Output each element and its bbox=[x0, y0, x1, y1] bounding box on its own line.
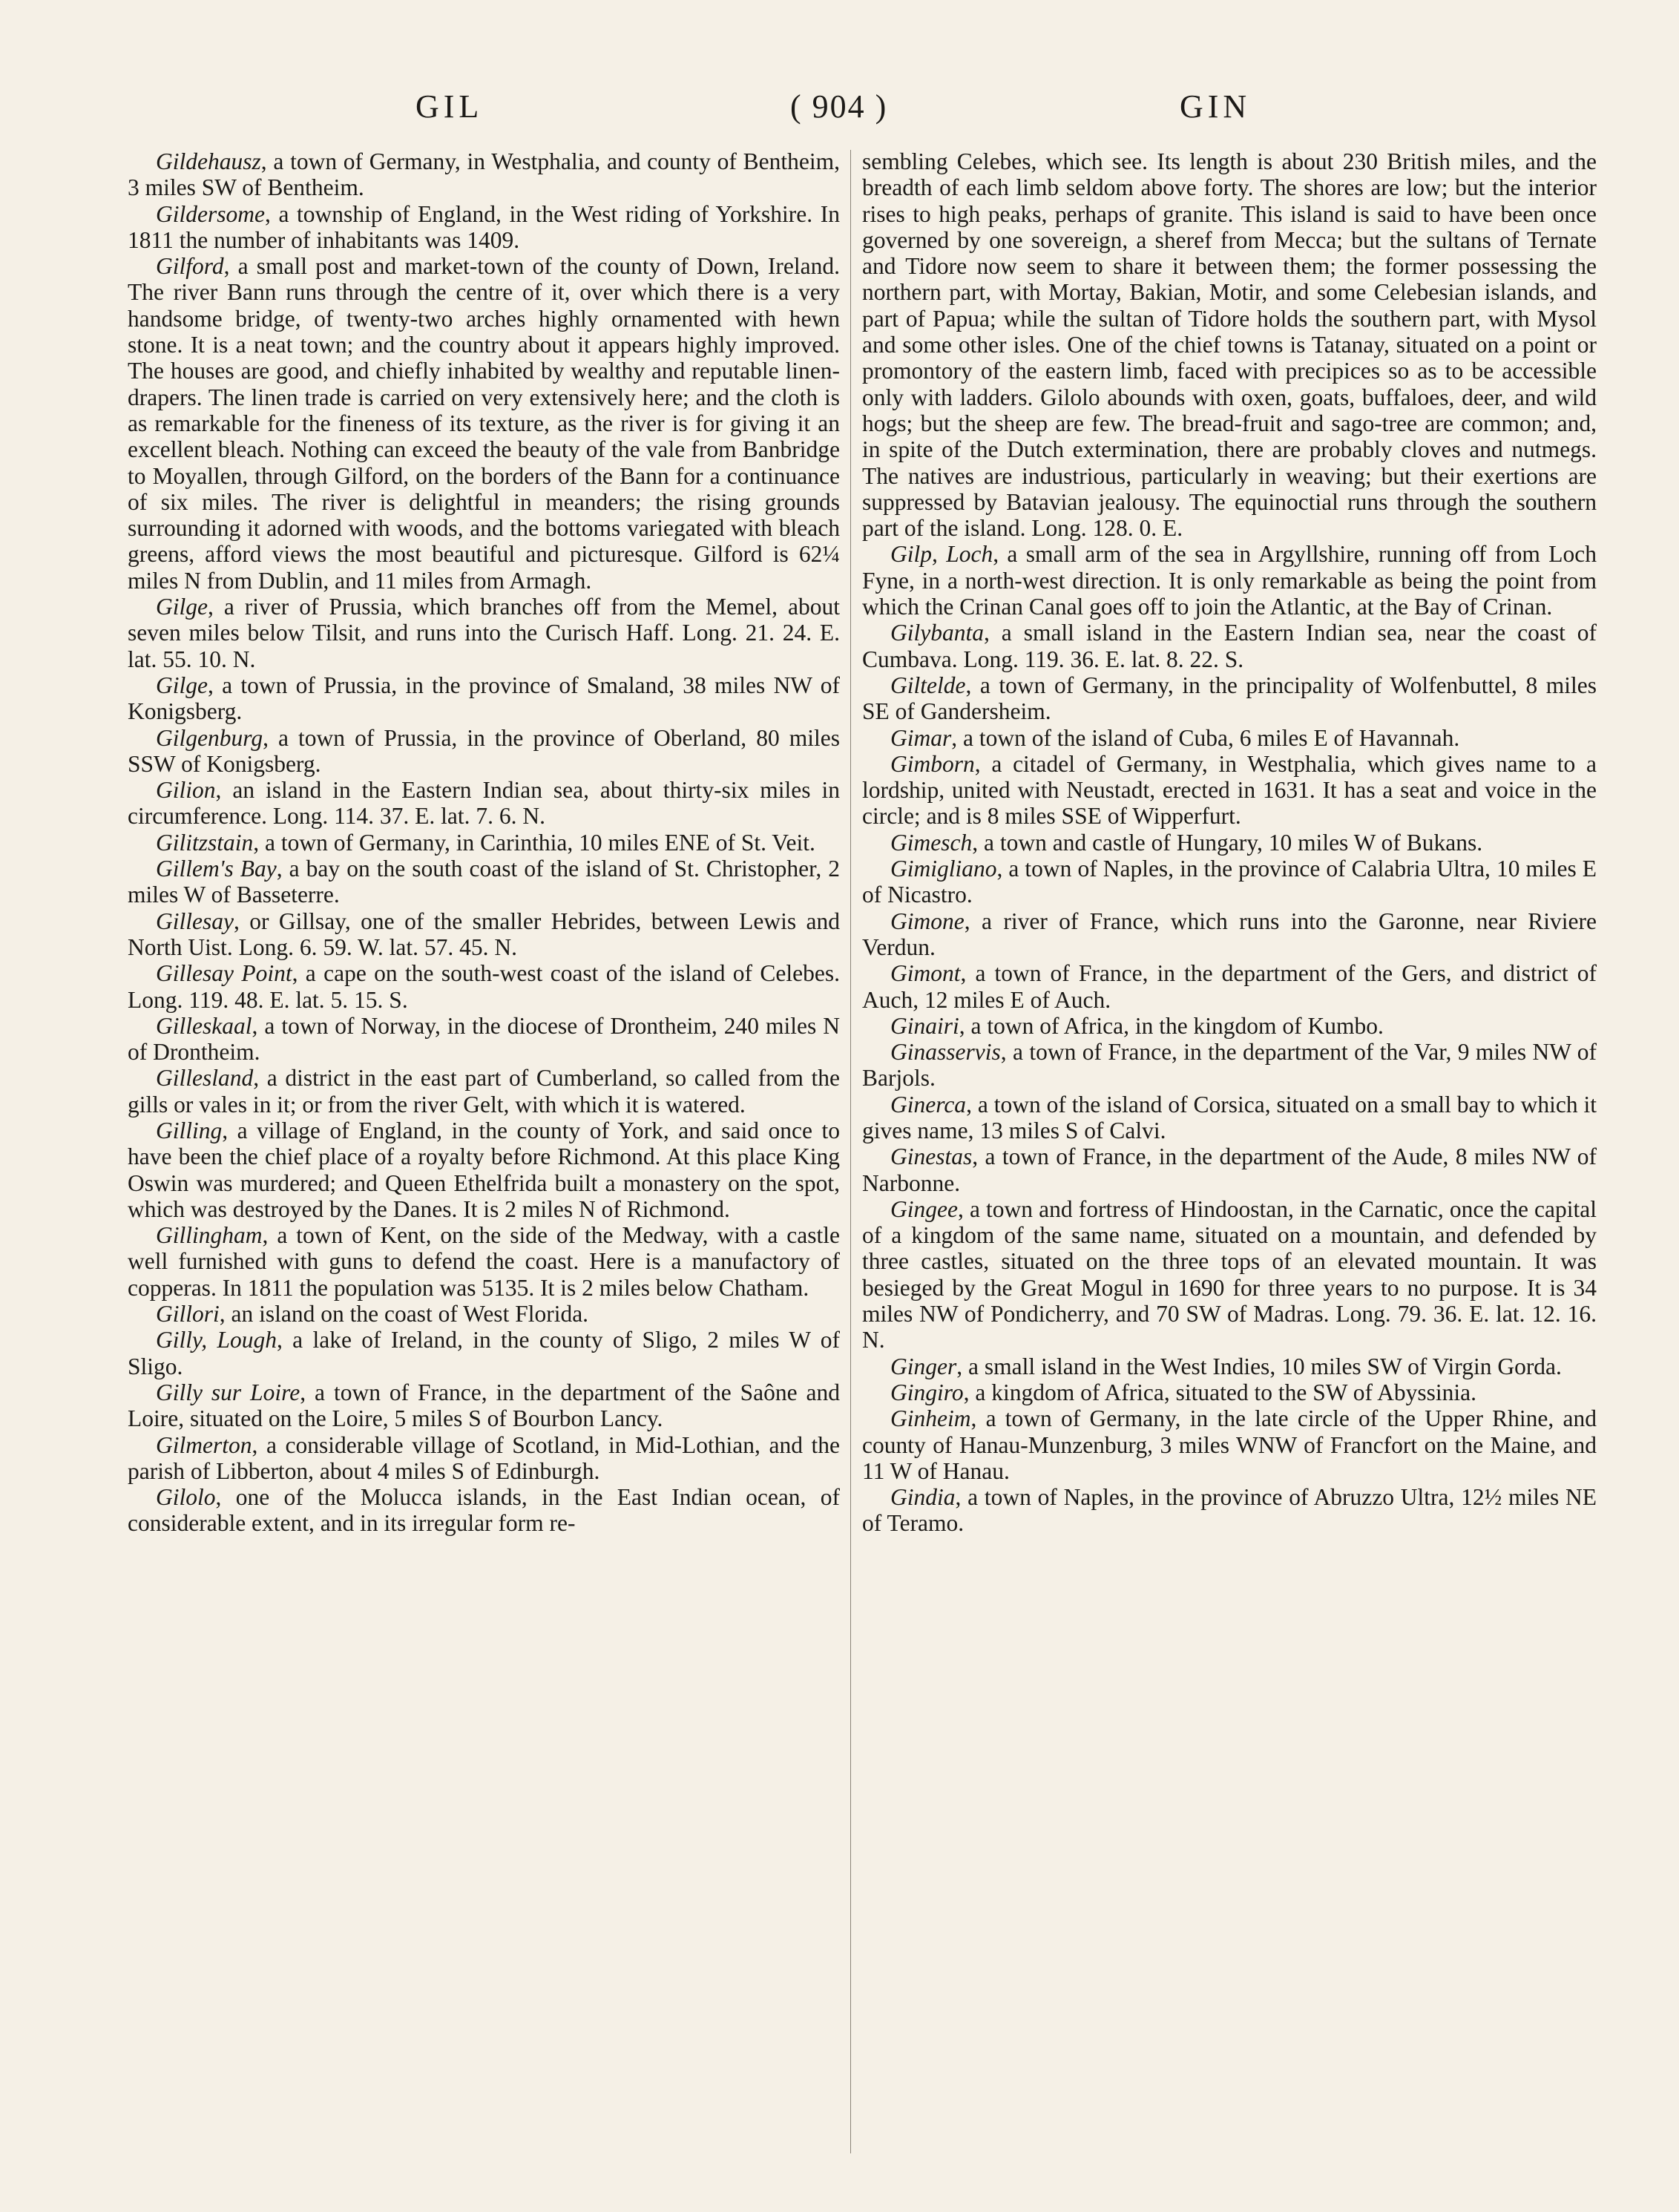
entry-term: Ginerca bbox=[890, 1091, 967, 1118]
entry-term: Gilly, Lough bbox=[156, 1327, 277, 1353]
entry-definition: , a town of France, in the department of the Aude, 8 miles NW of Narbonne. bbox=[862, 1143, 1597, 1196]
entry-definition: , a town of France, in the department of the Saône and Loire, situated on the Loire, 5 miles S of Bourbon Lancy. bbox=[128, 1379, 840, 1432]
entry-term: Gimone bbox=[890, 908, 965, 934]
entry-term: Gilgenburg bbox=[156, 724, 263, 751]
dictionary-entry bbox=[862, 1405, 1597, 1484]
entry-term: Gingiro bbox=[890, 1379, 964, 1405]
entry-definition: , a town of the island of Cuba, 6 miles E of Havannah. bbox=[951, 724, 1460, 751]
entry-definition: , a town and castle of Hungary, 10 miles W of Bukans. bbox=[972, 829, 1483, 856]
entry-term: Gillesay Point bbox=[156, 960, 292, 987]
entry-term: Gilp, Loch bbox=[890, 541, 993, 568]
entry-definition: , a river of France, which runs into the Garonne, near Riviere Verdun. bbox=[862, 908, 1597, 960]
left-column bbox=[128, 148, 840, 2196]
right-column bbox=[862, 148, 1597, 2196]
entry-definition: , a kingdom of Africa, situated to the SW of Abyssinia. bbox=[963, 1379, 1477, 1405]
dictionary-entry bbox=[128, 672, 840, 725]
entry-term: Gingee bbox=[890, 1195, 958, 1222]
entry-term: Gillesland bbox=[156, 1065, 254, 1092]
entry-definition: , a town of Naples, in the province of Calabria Ultra, 10 miles E of Nicastro. bbox=[862, 856, 1597, 908]
dictionary-entry bbox=[128, 908, 840, 961]
entry-definition: , a cape on the south-west coast of the island of Celebes. Long. 119. 48. E. lat. 5. 15. S. bbox=[128, 960, 840, 1013]
dictionary-entry bbox=[862, 1379, 1597, 1405]
entry-term: Gildehausz bbox=[156, 148, 261, 174]
entry-definition: , an island on the coast of West Florida. bbox=[219, 1301, 589, 1327]
column-divider bbox=[850, 150, 851, 2153]
entry-term: Gilion bbox=[156, 777, 216, 804]
entry-definition: , a town of Kent, on the side of the Medway, with a castle well furnished with guns to defend the coast. Here is a manufactory of copperas. In 1811 the population was 5135. It is 2 miles below Chatham. bbox=[128, 1222, 840, 1301]
dictionary-entry bbox=[862, 830, 1597, 856]
entry-definition: , a town and fortress of Hindoostan, in the Carnatic, once the capital of a kingdom of the same name, situated on a mountain, and defended by three castles, situated on the three tops of an elevated mountain. It was besieged by the Great Mogul in 1690 for three years to no purpose. It is 34 miles NW of Pondicherry, and 70 SW of Madras. Long. 79. 36. E. lat. 12. 16. N. bbox=[862, 1195, 1597, 1353]
entry-definition: , a lake of Ireland, in the county of Sligo, 2 miles W of Sligo. bbox=[128, 1327, 840, 1379]
entry-term: Gillingham bbox=[156, 1222, 263, 1249]
entry-term: Gildersome bbox=[156, 200, 265, 227]
entry-term: Gilitzstain bbox=[156, 829, 254, 856]
entry-term: Ginasservis bbox=[890, 1039, 1001, 1066]
dictionary-entry bbox=[128, 1222, 840, 1301]
page-number: ( 904 ) bbox=[790, 88, 888, 125]
entry-definition: , a small island in the Eastern Indian sea, near the coast of Cumbava. Long. 119. 36. E. lat. 8. 22. S. bbox=[862, 620, 1597, 672]
dictionary-entry bbox=[862, 856, 1597, 908]
entry-definition: , a town of Germany, in the principality of Wolfenbuttel, 8 miles SE of Gandersheim. bbox=[862, 672, 1597, 725]
dictionary-entry bbox=[128, 1118, 840, 1222]
dictionary-entry bbox=[862, 1143, 1597, 1196]
entry-term: Ginairi bbox=[890, 1012, 959, 1039]
dictionary-entry bbox=[128, 253, 840, 594]
dictionary-entry bbox=[128, 1484, 840, 1537]
dictionary-entry bbox=[862, 672, 1597, 725]
dictionary-entry bbox=[862, 541, 1597, 620]
dictionary-entry bbox=[862, 1353, 1597, 1379]
dictionary-entry bbox=[862, 725, 1597, 751]
entry-definition: , a considerable village of Scotland, in Mid-Lothian, and the parish of Libberton, about 4 miles S of Edinburgh. bbox=[128, 1431, 840, 1484]
header-left-guideword: GIL bbox=[415, 88, 484, 125]
dictionary-entry bbox=[862, 1196, 1597, 1353]
entry-definition: , a river of Prussia, which branches off from the Memel, about seven miles below Tilsit, and runs into the Curisch Haff. Long. 21. 24. E. lat. 55. 10. N. bbox=[128, 594, 840, 672]
entry-term: Gillem's Bay bbox=[156, 856, 277, 882]
entry-definition: , a town of Prussia, in the province of Oberland, 80 miles SSW of Konigsberg. bbox=[128, 724, 840, 777]
entry-definition: , an island in the Eastern Indian sea, about thirty-six miles in circumference. Long. 114. 37. E. lat. 7. 6. N. bbox=[128, 777, 840, 830]
entry-definition: , a town of the island of Corsica, situated on a small bay to which it gives name, 13 miles S of Calvi. bbox=[862, 1091, 1597, 1143]
entry-term: Gilolo bbox=[156, 1484, 216, 1511]
entry-definition: , a village of England, in the county of York, and said once to have been the chief place of a royalty before Richmond. At this place King Oswin was murdered; and Queen Ethelfrida built a monastery on the spot, which was destroyed by the Danes. It is 2 miles N of Richmond. bbox=[128, 1117, 840, 1222]
dictionary-entry bbox=[128, 1327, 840, 1379]
entry-term: Gillesay bbox=[156, 908, 234, 934]
entry-term: Ginestas bbox=[890, 1143, 973, 1170]
dictionary-entry bbox=[862, 1092, 1597, 1144]
dictionary-entry bbox=[862, 1039, 1597, 1092]
dictionary-entry bbox=[128, 830, 840, 856]
dictionary-entry bbox=[862, 1013, 1597, 1039]
entry-definition: , a town of Germany, in the late circle of the Upper Rhine, and county of Hanau-Munzenburg, 3 miles WNW of Francfort on the Maine, and 11 W of Hanau. bbox=[862, 1405, 1597, 1484]
entry-term: Gilybanta bbox=[890, 620, 984, 646]
entry-definition: , a town of Naples, in the province of Abruzzo Ultra, 12½ miles NE of Teramo. bbox=[862, 1484, 1597, 1537]
dictionary-entry bbox=[128, 1432, 840, 1485]
entry-term: Gimar bbox=[890, 724, 952, 751]
entry-definition: , a town of Norway, in the diocese of Drontheim, 240 miles N of Drontheim. bbox=[128, 1012, 840, 1066]
entry-definition: , a citadel of Germany, in Westphalia, which gives name to a lordship, united with Neustadt, erected in 1631. It has a seat and voice in the circle; and is 8 miles SSE of Wipperfurt. bbox=[862, 750, 1597, 830]
dictionary-entry bbox=[862, 908, 1597, 961]
dictionary-entry bbox=[128, 725, 840, 778]
entry-definition: , a small post and market-town of the county of Down, Ireland. The river Bann runs through the centre of it, over which there is a very handsome bridge, of twenty-two arches highly ornamented with hewn stone. It is a neat town; and the country about it appears highly improved. The houses are good, and chiefly inhabited by wealthy and reputable linen-drapers. The linen trade is carried on very extensively here; and the cloth is as remarkable for the fineness of its texture, as the river is for giving it an excellent bleach. Nothing can exceed the beauty of the vale from Banbridge to Moyallen, through Gilford, on the borders of the Bann for a continuance of six miles. The river is delightful in meanders; the rising grounds surrounding it adorned with woods, and the bottoms variegated with bleach greens, afford views the most beautiful and picturesque. Gilford is 62¼ miles N from Dublin, and 11 miles from Armagh. bbox=[128, 253, 840, 594]
dictionary-entry bbox=[128, 1301, 840, 1327]
entry-definition: , one of the Molucca islands, in the East Indian ocean, of considerable extent, and in its irregular form re- bbox=[128, 1484, 840, 1537]
dictionary-entry bbox=[862, 960, 1597, 1013]
entry-term: Ginheim bbox=[890, 1405, 971, 1432]
dictionary-entry bbox=[128, 201, 840, 254]
entry-term: Gilling bbox=[156, 1117, 223, 1143]
dictionary-entry bbox=[128, 960, 840, 1013]
entry-definition: , a town of France, in the department of the Var, 9 miles NW of Barjols. bbox=[862, 1039, 1597, 1092]
page-header bbox=[134, 88, 1558, 132]
dictionary-entry bbox=[128, 148, 840, 201]
entry-definition: , a township of England, in the West riding of Yorkshire. In 1811 the number of inhabitants was 1409. bbox=[128, 200, 840, 253]
dictionary-entry bbox=[128, 594, 840, 672]
dictionary-entry bbox=[862, 751, 1597, 830]
entry-definition: , a bay on the south coast of the island of St. Christopher, 2 miles W of Basseterre. bbox=[128, 856, 840, 908]
dictionary-entry bbox=[862, 620, 1597, 672]
continued-entry-text: sembling Celebes, which see. Its length is about 230 British miles, and the breadth of each limb seldom above forty. The shores are low; but the interior rises to high peaks, perhaps of granite. This island is said to have been once governed by one sovereign, a sheref from Mecca; but the sultans of Ternate and Tidore now seem to share it between them; the former possessing the northern part, with Mortay, Bakian, Motir, and some Celebesian islands, and part of Papua; while the sultan of Tidore holds the southern part, with Mysol and some other isles. One of the chief towns is Tatanay, situated on a point or promontory of the eastern limb, faced with precipices so as to be accessible only with ladders. Gilolo abounds with oxen, goats, buffaloes, deer, and wild hogs; but the sheep are few. The bread-fruit and sago-tree are common; and, in spite of the Dutch extermination, there are probably cloves and nutmegs. The natives are industrious, particularly in weaving; but their exertions are suppressed by Batavian jealousy. The equinoctial runs through the southern part of the island. Long. 128. 0. E. bbox=[862, 148, 1597, 542]
entry-term: Gilford bbox=[156, 253, 224, 280]
entry-definition: , a district in the east part of Cumberland, so called from the gills or vales in it; or from the river Gelt, with which it is watered. bbox=[128, 1065, 840, 1118]
header-right-guideword: GIN bbox=[1180, 88, 1252, 125]
entry-term: Gimigliano bbox=[890, 856, 997, 882]
entry-term: Gilleskaal bbox=[156, 1012, 252, 1039]
entry-term: Gimesch bbox=[890, 829, 973, 856]
entry-definition: , a town of Germany, in Westphalia, and county of Bentheim, 3 miles SW of Bentheim. bbox=[128, 148, 840, 201]
dictionary-entry bbox=[862, 1484, 1597, 1537]
entry-term: Gilge bbox=[156, 672, 208, 698]
dictionary-entry bbox=[128, 777, 840, 830]
entry-definition: , a small arm of the sea in Argyllshire, running off from Loch Fyne, in a north-west direction. It is only remarkable as being the point from which the Crinan Canal goes off to join the Atlantic, at the Bay of Crinan. bbox=[862, 541, 1597, 620]
entry-definition: , a town of Germany, in Carinthia, 10 miles ENE of St. Veit. bbox=[253, 829, 815, 856]
entry-definition: , a town of Prussia, in the province of Smaland, 38 miles NW of Konigsberg. bbox=[128, 672, 840, 725]
entry-definition: , a town of Africa, in the kingdom of Kumbo. bbox=[959, 1012, 1384, 1039]
entry-definition: , a small island in the West Indies, 10 miles SW of Virgin Gorda. bbox=[956, 1353, 1562, 1379]
entry-term: Ginger bbox=[890, 1353, 957, 1379]
dictionary-entry bbox=[128, 1379, 840, 1432]
entry-term: Gillori bbox=[156, 1301, 220, 1327]
dictionary-entry bbox=[128, 1013, 840, 1066]
entry-term: Gilly sur Loire bbox=[156, 1379, 300, 1405]
entry-term: Gilge bbox=[156, 594, 208, 620]
entry-definition: , or Gillsay, one of the smaller Hebrides, between Lewis and North Uist. Long. 6. 59. W. lat. 57. 45. N. bbox=[128, 908, 840, 960]
entry-term: Giltelde bbox=[890, 672, 966, 698]
entry-term: Gilmerton bbox=[156, 1431, 252, 1458]
entry-term: Gimborn bbox=[890, 750, 975, 777]
dictionary-entry bbox=[128, 1065, 840, 1118]
entry-term: Gimont bbox=[890, 960, 961, 987]
entry-definition: , a town of France, in the department of the Gers, and district of Auch, 12 miles E of Auch. bbox=[862, 960, 1597, 1013]
entry-term: Gindia bbox=[890, 1484, 956, 1511]
dictionary-entry bbox=[128, 856, 840, 908]
